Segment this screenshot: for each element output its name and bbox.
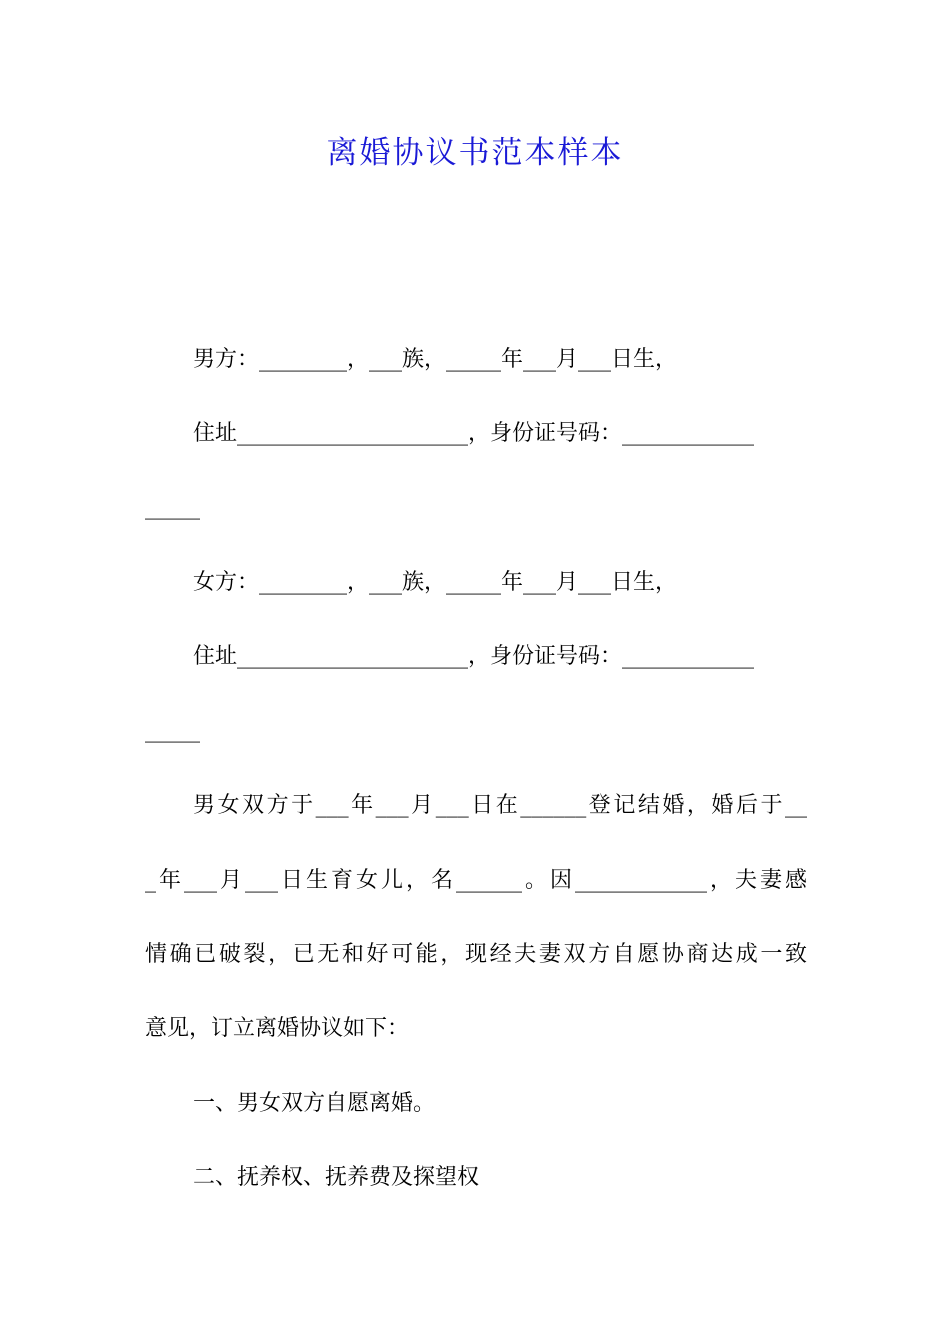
marriage-info-line-2: _年___月___日生育女儿，名______。因____________，夫妻感 [145,868,807,893]
male-party-line: 男方：________，___族，_____年___月___日生， [193,347,678,372]
female-id-continuation-line: _____ [145,718,200,743]
marriage-info-line-1: 男女双方于___年___月___日在______登记结婚，婚后于__ [193,793,807,818]
document-title: 离婚协议书范本样本 [326,135,624,171]
clause-two-heading: 二、抚养权、抚养费及探望权 [193,1165,480,1190]
marriage-info-line-4: 意见，订立离婚协议如下： [145,1016,410,1041]
female-party-line: 女方：________，___族，_____年___月___日生， [193,570,678,595]
male-address-line: 住址_____________________，身份证号码：____________ [193,421,755,446]
marriage-info-line-3: 情确已破裂，已无和好可能，现经夫妻双方自愿协商达成一致 [145,942,807,967]
clause-one: 一、男女双方自愿离婚。 [193,1091,436,1116]
female-address-line: 住址_____________________，身份证号码：____________ [193,644,755,669]
male-id-continuation-line: _____ [145,495,200,520]
